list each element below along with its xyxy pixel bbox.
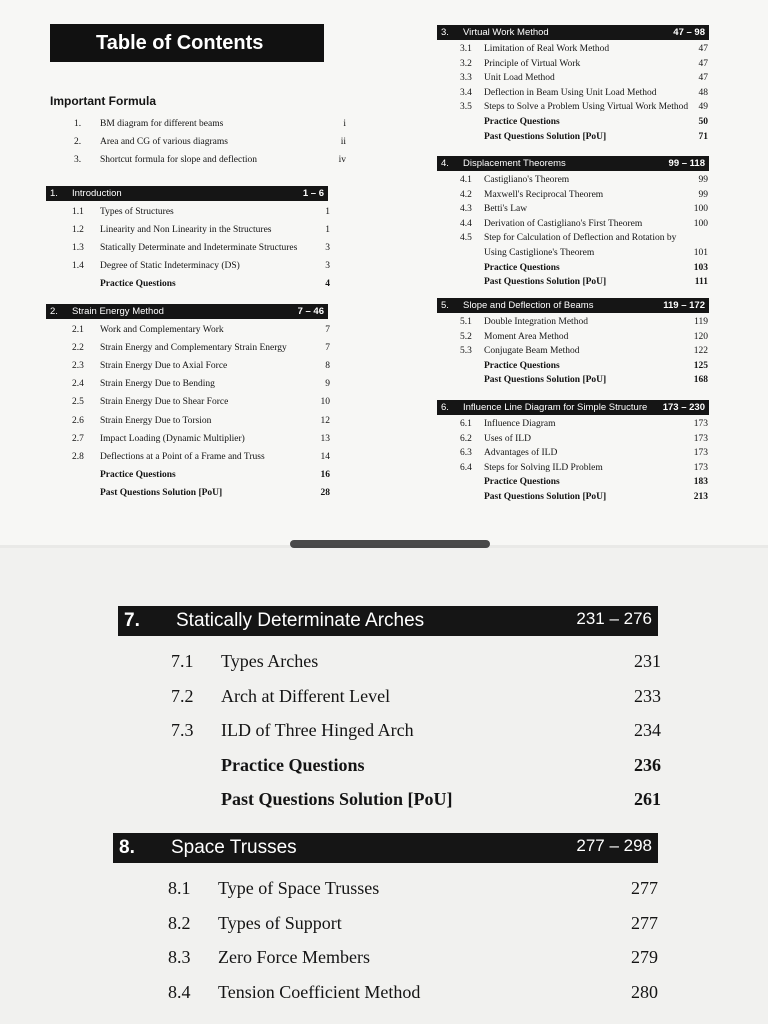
subsection-title: Past Questions Solution [PoU] (221, 789, 453, 809)
subsection-page: 234 (634, 720, 661, 740)
subsection-page: 99 (698, 175, 708, 185)
subsection-number: 4.2 (460, 189, 472, 200)
section-header (46, 186, 328, 201)
section-header (113, 833, 658, 863)
subsection-title: Steps for Solving ILD Problem (484, 462, 603, 473)
subsection-title: Past Questions Solution [PoU] (484, 492, 607, 502)
section-title: Strain Energy Method (72, 306, 164, 317)
subsection-number: 2.5 (72, 397, 84, 408)
subsection-title: Betti's Law (484, 204, 528, 215)
subsection-page: 173 (693, 448, 708, 459)
subsection-title: Maxwell's Reciprocal Theorem (484, 189, 604, 200)
subsection-number: 2.3 (72, 361, 84, 372)
section-page-range: 7 – 46 (297, 306, 324, 317)
subsection-page: 173 (693, 433, 708, 444)
subsection-number: 1.1 (72, 207, 84, 217)
subsection-number: 1.2 (72, 225, 84, 236)
subsection-page: 47 (698, 58, 708, 69)
section-number: 4. (441, 158, 449, 169)
section-header (118, 606, 658, 636)
subsection-number: 3.3 (460, 73, 472, 84)
subsection-number: 8.3 (168, 947, 191, 967)
formula-item-number: 2. (74, 137, 82, 147)
subsection-number: 2.4 (72, 379, 84, 390)
section-page-range: 99 – 118 (668, 158, 705, 169)
subsection-number: 4.4 (460, 218, 472, 229)
subsection-title: Tension Coefficient Method (218, 981, 421, 1002)
subsection-page: 1 (325, 225, 330, 236)
page-gap-shadow (290, 540, 490, 548)
subsection-title: Practice Questions (100, 279, 176, 290)
subsection-title: Double Integration Method (484, 317, 588, 327)
subsection-number: 6.4 (460, 462, 472, 473)
subsection-title: Practice Questions (484, 117, 560, 127)
subsection-title: Unit Load Method (484, 73, 555, 84)
subsection-title: Past Questions Solution [PoU] (484, 375, 607, 386)
subsection-number: 4.3 (460, 204, 472, 215)
subsection-page: 14 (320, 451, 330, 462)
subsection-page: 173 (693, 462, 708, 473)
subsection-title: Linearity and Non Linearity in the Structures (100, 225, 272, 236)
subsection-page: 125 (693, 360, 708, 371)
subsection-page: 103 (693, 262, 708, 273)
section-header (46, 304, 328, 319)
section-header (437, 25, 709, 40)
subsection-number: 1.3 (72, 243, 84, 254)
subsection-title: Limitation of Real Work Method (484, 44, 610, 54)
section-title: Space Trusses (171, 837, 297, 858)
subsection-title: Practice Questions (100, 469, 176, 480)
section-header (437, 400, 709, 415)
subsection-number: 7.1 (171, 651, 194, 671)
subsection-page: 120 (693, 331, 708, 342)
subsection-page: 168 (693, 375, 708, 386)
subsection-page: 183 (693, 477, 708, 488)
section-header (437, 298, 709, 313)
subsection-number: 5.3 (460, 346, 472, 357)
subsection-title: Deflection in Beam Using Unit Load Method (484, 87, 657, 98)
subsection-page: 122 (693, 346, 708, 357)
formula-item-page: i (343, 119, 346, 129)
subsection-title: Moment Area Method (484, 331, 569, 342)
subsection-number: 5.1 (460, 317, 472, 327)
subsection-number: 3.2 (460, 58, 472, 69)
subsection-title: Strain Energy Due to Torsion (100, 415, 212, 426)
subsection-title: Practice Questions (484, 262, 560, 273)
subsection-page: 173 (693, 419, 708, 429)
subsection-title: ILD of Three Hinged Arch (221, 720, 414, 740)
subsection-page: 8 (325, 361, 330, 372)
subsection-title: Strain Energy Due to Axial Force (100, 361, 228, 372)
subsection-page: 277 (631, 912, 658, 933)
subsection-title: Derivation of Castigliano's First Theorem (484, 218, 643, 229)
section-title: Slope and Deflection of Beams (463, 300, 594, 311)
section-title: Virtual Work Method (463, 27, 549, 38)
subsection-number: 2.8 (72, 451, 84, 462)
formula-item-text: Area and CG of various diagrams (100, 137, 228, 147)
subsection-title: Practice Questions (484, 477, 560, 488)
subsection-page: 100 (693, 218, 708, 229)
subsection-number: 3.5 (460, 102, 472, 113)
subsection-number: 6.1 (460, 419, 472, 429)
section-number: 6. (441, 402, 449, 413)
subsection-page: 47 (698, 44, 708, 54)
subsection-page: 7 (325, 325, 330, 335)
subsection-page: 261 (634, 789, 661, 809)
subsection-number: 2.2 (72, 343, 84, 354)
subsection-page: 101 (693, 248, 708, 258)
section-page-range: 47 – 98 (673, 27, 705, 38)
subsection-number: 8.2 (168, 912, 191, 933)
section-page-range: 173 – 230 (662, 402, 705, 413)
subsection-title: Strain Energy and Complementary Strain Energy (100, 343, 287, 354)
subsection-page: 47 (698, 73, 708, 84)
subsection-page: 236 (634, 754, 661, 775)
formula-item-page: ii (340, 137, 346, 147)
subsection-number: 8.1 (168, 878, 191, 898)
subsection-title: Influence Diagram (484, 419, 556, 429)
section-title: Influence Line Diagram for Simple Structure (463, 402, 648, 413)
subsection-title: Using Castiglione's Theorem (484, 248, 595, 258)
section-number: 8. (119, 837, 135, 858)
subsection-page: 50 (698, 117, 708, 127)
subsection-title: Impact Loading (Dynamic Multiplier) (100, 433, 245, 444)
subsection-page: 111 (694, 277, 708, 288)
subsection-number: 6.3 (460, 448, 472, 459)
subsection-title: Practice Questions (484, 360, 560, 371)
section-title: Introduction (72, 188, 122, 199)
subsection-page: 99 (698, 189, 708, 200)
subsection-title: Uses of ILD (484, 433, 531, 444)
subsection-page: 213 (693, 492, 708, 502)
section-number: 3. (441, 27, 449, 38)
subsection-title: Steps to Solve a Problem Using Virtual Work Method (484, 102, 689, 113)
subsection-page: 277 (631, 878, 658, 898)
subsection-number: 2.1 (72, 325, 84, 335)
section-page-range: 277 – 298 (576, 836, 652, 855)
subsection-title: Past Questions Solution [PoU] (484, 131, 607, 142)
section-title: Displacement Theorems (463, 158, 566, 169)
subsection-page: 1 (325, 207, 330, 217)
subsection-page: 9 (325, 379, 330, 390)
subsection-number: 6.2 (460, 433, 472, 444)
section-number: 7. (124, 610, 140, 631)
subsection-number: 4.1 (460, 175, 472, 185)
subsection-title: Advantages of ILD (484, 448, 558, 459)
section-number: 5. (441, 300, 449, 311)
subsection-page: 3 (325, 243, 330, 254)
subsection-page: 280 (631, 981, 658, 1002)
subsection-page: 28 (320, 487, 330, 498)
formula-item-number: 1. (74, 119, 82, 129)
subsection-number: 1.4 (72, 261, 84, 272)
subsection-title: Types of Structures (100, 207, 174, 217)
formula-item-page: iv (338, 155, 346, 165)
subsection-page: 7 (325, 343, 330, 354)
subsection-title: Work and Complementary Work (100, 325, 224, 335)
subsection-title: Castigliano's Theorem (484, 175, 570, 185)
section-page-range: 1 – 6 (302, 188, 324, 199)
toc-title: Table of Contents (50, 24, 324, 62)
subsection-page: 4 (325, 279, 330, 290)
subsection-title: Type of Space Trusses (218, 878, 380, 898)
section-header (437, 156, 709, 171)
subsection-title: Step for Calculation of Deflection and Rotation by (484, 233, 677, 244)
section-number: 2. (50, 306, 58, 317)
subsection-number: 5.2 (460, 331, 472, 342)
subsection-title: Zero Force Members (218, 947, 370, 967)
subsection-title: Practice Questions (221, 754, 365, 775)
subsection-title: Statically Determinate and Indeterminate Structures (100, 243, 298, 254)
section-title: Statically Determinate Arches (176, 610, 425, 631)
subsection-number: 2.6 (72, 415, 84, 426)
subsection-page: 3 (325, 261, 330, 272)
section-page-range: 231 – 276 (576, 609, 652, 628)
subsection-page: 100 (693, 204, 708, 215)
subsection-title: Conjugate Beam Method (484, 346, 580, 357)
subsection-number: 4.5 (460, 233, 472, 244)
subsection-title: Principle of Virtual Work (484, 58, 581, 69)
subsection-page: 49 (698, 102, 708, 113)
subsection-title: Past Questions Solution [PoU] (100, 487, 223, 498)
subsection-page: 12 (320, 415, 330, 426)
subsection-title: Types Arches (221, 651, 319, 671)
subsection-page: 13 (320, 433, 330, 444)
subsection-page: 119 (694, 317, 708, 327)
section-page-range: 119 – 172 (663, 300, 705, 311)
subsection-title: Arch at Different Level (221, 685, 391, 706)
subsection-number: 8.4 (168, 981, 191, 1002)
subsection-number: 3.1 (460, 44, 472, 54)
subsection-title: Strain Energy Due to Shear Force (100, 397, 229, 408)
subsection-number: 7.3 (171, 720, 194, 740)
subsection-number: 3.4 (460, 87, 472, 98)
important-formula-heading: Important Formula (50, 94, 157, 108)
formula-item-text: Shortcut formula for slope and deflection (100, 155, 257, 165)
section-number: 1. (50, 188, 58, 199)
toc-page-bottom (0, 548, 768, 1024)
formula-item-text: BM diagram for different beams (100, 119, 224, 129)
subsection-title: Types of Support (218, 912, 342, 933)
subsection-page: 279 (631, 947, 658, 967)
subsection-page: 231 (634, 651, 661, 671)
subsection-page: 233 (634, 685, 661, 706)
subsection-title: Strain Energy Due to Bending (100, 379, 215, 390)
subsection-title: Degree of Static Indeterminacy (DS) (100, 261, 240, 272)
subsection-title: Past Questions Solution [PoU] (484, 277, 607, 288)
subsection-number: 2.7 (72, 433, 84, 444)
subsection-page: 10 (320, 397, 330, 408)
formula-item-number: 3. (74, 155, 82, 165)
subsection-number: 7.2 (171, 685, 194, 706)
subsection-page: 48 (698, 87, 708, 98)
subsection-title: Deflections at a Point of a Frame and Truss (100, 451, 265, 462)
subsection-page: 71 (698, 131, 708, 142)
subsection-page: 16 (320, 469, 330, 480)
